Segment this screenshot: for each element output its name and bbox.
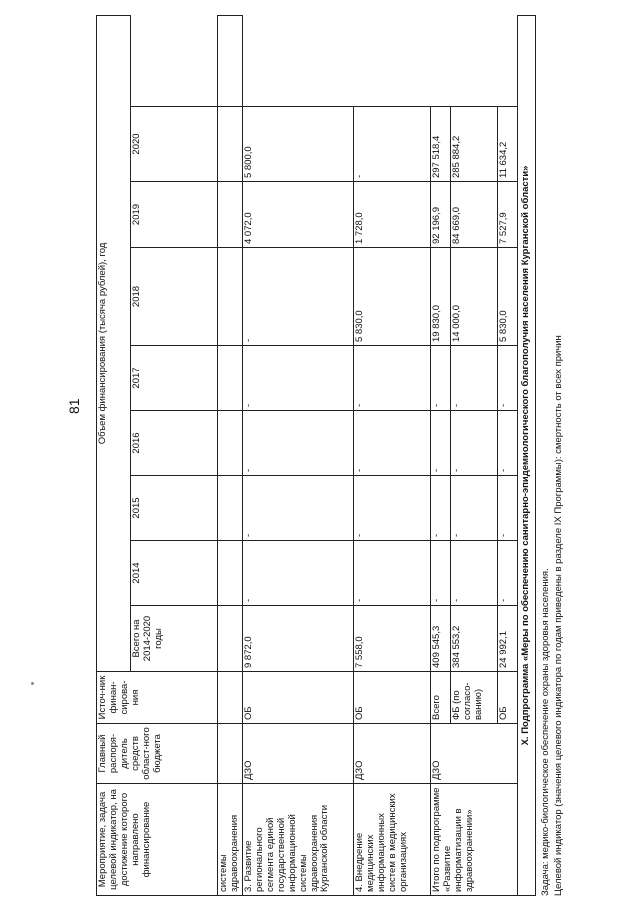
cell-2016: - — [243, 411, 354, 476]
table-row — [243, 15, 354, 895]
cell-source: ОБ — [498, 672, 518, 724]
cell-2016: - — [451, 411, 498, 476]
cell-2016: - — [354, 411, 431, 476]
indicator-note: Целевой индикатор (значения целевого индикатора по годам приведены в разделе IX Программы): смертность от всех причин — [552, 335, 564, 896]
cell-continued-name: системы здравоохранения — [218, 784, 243, 896]
cell-manager: ДЗО — [243, 724, 354, 784]
cell-2014: - — [243, 541, 354, 606]
header-2017: 2017 — [130, 346, 217, 411]
cell-2019: 84 669,0 — [451, 182, 498, 248]
cell-2014: - — [354, 541, 431, 606]
notes — [536, 16, 565, 896]
cell-name: 3. Развитие регионального сегмента единой государственной информационной системы здравоохранения Курганской области — [243, 784, 354, 896]
cell-2017: - — [431, 346, 451, 411]
cell-total: 9 872,0 — [243, 606, 354, 672]
section-title: X. Подпрограмма «Меры по обеспечению санитарно-эпидемиологического благополучия населения Курганской области» — [518, 15, 536, 895]
cell-2015: - — [354, 476, 431, 541]
table-row-continued — [218, 15, 243, 895]
cell-2018: 19 830,0 — [431, 248, 451, 346]
cell-2014: - — [431, 541, 451, 606]
cell-2018: 5 830,0 — [354, 248, 431, 346]
cell-source: ОБ — [243, 672, 354, 724]
header-funding-group: Объем финансирования (тысяча рублей), год — [97, 15, 131, 671]
cell-2019: 92 196,9 — [431, 182, 451, 248]
cell-source: ФБ (по согласо-ванию) — [451, 672, 498, 724]
header-2016: 2016 — [130, 411, 217, 476]
cell-2018: - — [243, 248, 354, 346]
cell-total: 24 992,1 — [498, 606, 518, 672]
cell-total: 384 553,2 — [451, 606, 498, 672]
cell-2020: 11 634,2 — [498, 107, 518, 182]
header-measure: Мероприятие, задача целевой индикатор, на достижение которого направлено финансирование — [97, 784, 218, 896]
cell-total: 409 545,3 — [431, 606, 451, 672]
cell-summary-manager: ДЗО — [431, 724, 518, 784]
header-2020: 2020 — [130, 107, 217, 182]
rotated-content — [96, 16, 565, 896]
cell-2017: - — [243, 346, 354, 411]
page-number: 81 — [66, 398, 82, 414]
cell-2017: - — [451, 346, 498, 411]
cell-2019: 1 728,0 — [354, 182, 431, 248]
task-note: Задача: медико-биологическое обеспечение охраны здоровья населения. — [539, 568, 551, 896]
cell-2018: 14 000,0 — [451, 248, 498, 346]
cell-2019: 4 072,0 — [243, 182, 354, 248]
section-row — [518, 15, 536, 895]
cell-2017: - — [498, 346, 518, 411]
header-2014: 2014 — [130, 541, 217, 606]
cell-summary-name: Итого по подпрограмме «Развитие информатизации в здравоохранении» — [431, 784, 518, 896]
cell-source: Всего — [431, 672, 451, 724]
cell-2020: 297 518,4 — [431, 107, 451, 182]
cell-2017: - — [354, 346, 431, 411]
cell-2016: - — [498, 411, 518, 476]
cell-2015: - — [243, 476, 354, 541]
header-2015: 2015 — [130, 476, 217, 541]
cell-manager: ДЗО — [354, 724, 431, 784]
header-2019: 2019 — [130, 182, 217, 248]
summary-row-total — [431, 15, 451, 895]
cell-2015: - — [498, 476, 518, 541]
header-manager: Главный распоря-дитель средств област-ного бюджета — [97, 724, 218, 784]
scan-speck — [31, 682, 34, 685]
header-total: Всего на 2014-2020 годы — [130, 606, 217, 672]
cell-2016: - — [431, 411, 451, 476]
cell-2015: - — [451, 476, 498, 541]
cell-2014: - — [498, 541, 518, 606]
table-row — [354, 15, 431, 895]
header-source: Источ-ник финан-сирова-ния — [97, 672, 218, 724]
cell-2020: 285 884,2 — [451, 107, 498, 182]
header-2018: 2018 — [130, 248, 217, 346]
cell-total: 7 558,0 — [354, 606, 431, 672]
cell-2015: - — [431, 476, 451, 541]
cell-2018: 5 830,0 — [498, 248, 518, 346]
cell-2019: 7 527,9 — [498, 182, 518, 248]
cell-source: ОБ — [354, 672, 431, 724]
funding-table — [96, 15, 536, 896]
cell-2020: 5 800,0 — [243, 107, 354, 182]
cell-2014: - — [451, 541, 498, 606]
cell-name: 4. Внедрение медицинских информационных систем в медицинских организациях — [354, 784, 431, 896]
cell-2020: - — [354, 107, 431, 182]
